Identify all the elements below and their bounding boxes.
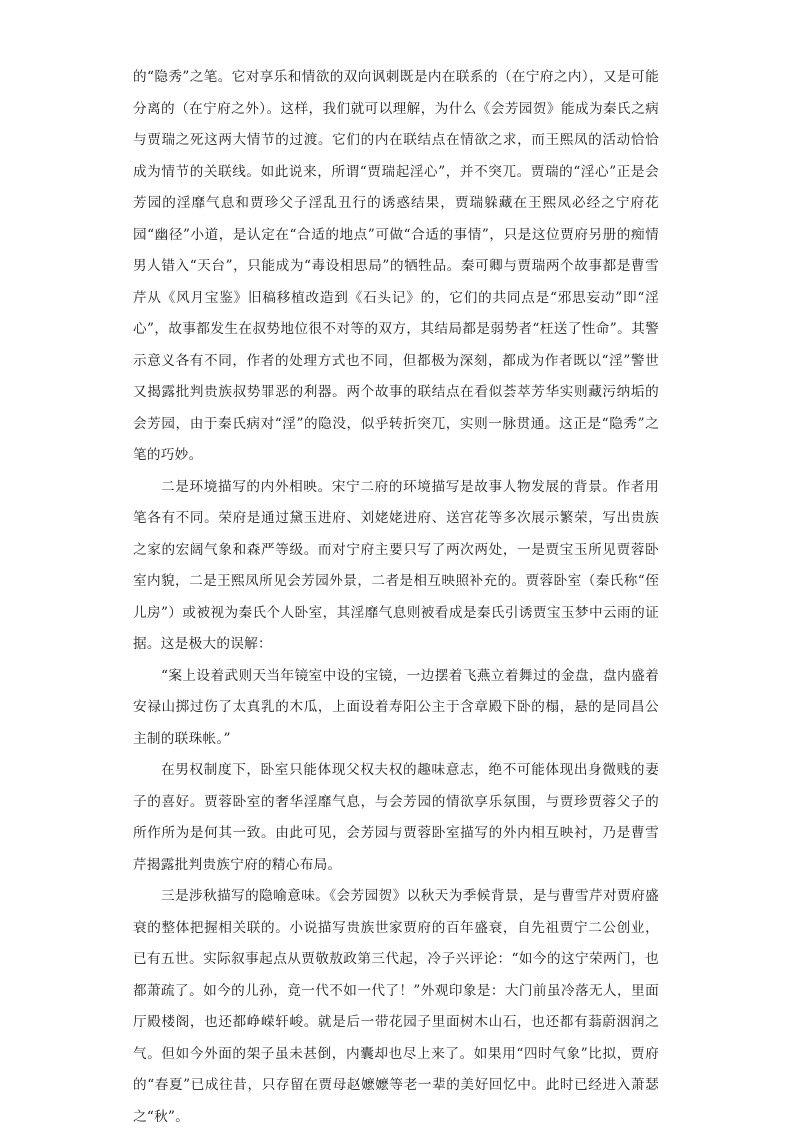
paragraph-continuation: 的“隐秀”之笔。它对享乐和情欲的双向讽刺既是内在联系的（在宁府之内），又是可能分离的（在宁府之外）。这样，我们就可以理解，为什么《会芳园贺》能成为秦氏之病与贾瑞之死这两大情节的过渡。它们的内在联结点在情欲之求，而王熙凤的活动恰恰成为情节的关联线。如此说来，所谓“贾瑞起淫心”，并不突兀。贾瑞的“淫心”正是会芳园的淫靡气息和贾珍父子淫乱丑行的诱惑结果，贾瑞躲藏在王熙凤必经之宁府花园“幽径”小道，是认定在“合适的地点”可做“合适的事情”，只是这位贾府另册的痴情男人错入“天台”，只能成为“毒设相思局”的牺牲品。秦可卿与贾瑞两个故事都是曹雪芹从《风月宝鉴》旧稿移植改造到《石头记》的，它们的共同点是“邪思妄动”即“淫心”，故事都发生在叔势地位很不对等的双方，其结局都是弱势者“枉送了性命”。其警示意义各有不同，作者的处理方式也不同，但都极为深刻，都成为作者既以“淫”警世又揭露批判贵族叔势罪恶的利器。两个故事的联结点在看似荟萃芳华实则藏污纳垢的会芳园，由于秦氏病对“淫”的隐没，似乎转折突兀，实则一脉贯通。这正是“隐秀”之笔的巧妙。 — [133, 69, 659, 463]
paragraph-autumn: 三是涉秋描写的隐喻意味。《会芳园贺》以秋天为季候背景，是与曹雪芹对贾府盛衰的整体把握相关联的。小说描写贵族世家贾府的百年盛衰，自先祖贾宁二公创业，已有五世。实际叙事起点从贾敬敖政第三代起，冷子兴评论：“如今的这宁荣两门，也都萧疏了。如今的儿孙，竟一代不如一代了！”外观印象是：大门前虽冷落无人，里面厅殿楼阁，也还都峥嵘轩峻。就是后一带花园子里面树木山石，也还都有蓊蔚洇润之气。但如今外面的架子虽未甚倒，内囊却也尽上来了。如果用“四时气象”比拟，贾府的“春夏”已成往昔，只存留在贾母赵嬷嬷等老一辈的美好回忆中。此时已经进入萧瑟之“秋”。 — [133, 888, 659, 1125]
paragraph-environment: 二是环境描写的内外相映。宋宁二府的环境描写是故事人物发展的背景。作者用笔各有不同。荣府是通过黛玉进府、刘姥姥进府、送宫花等多次展示繁荣，写出贵族之家的宏阔气象和森严等级。而对宁府主要只写了两次两处，一是贾宝玉所见贾蓉卧室内貌，二是王熙凤所见会芳园外景，二者是相互映照补充的。贾蓉卧室（秦氏称“侄儿房”）或被视为秦氏个人卧室，其淫靡气息则被看成是秦氏引诱贾宝玉梦中云雨的证据。这是极大的误解： — [133, 478, 659, 652]
paragraph-quotation: “案上设着武则天当年镜室中设的宝镜，一边摆着飞燕立着舞过的金盘，盘内盛着安禄山掷过伤了太真乳的木瓜，上面设着寿阳公主于含章殿下卧的榻，悬的是同昌公主制的联珠帐。” — [133, 667, 659, 747]
paragraph-bedroom: 在男权制度下，卧室只能体现父权夫权的趣味意志，绝不可能体现出身微贱的妻子的喜好。贾蓉卧室的奢华淫靡气息，与会芳园的情欲享乐氛围，与贾珍贾蓉父子的所作所为是何其一致。由此可见，会芳园与贾蓉卧室描写的外内相互映衬，乃是曹雪芹揭露批判贵族宁府的精心布局。 — [133, 762, 659, 873]
document-body — [133, 62, 659, 1133]
